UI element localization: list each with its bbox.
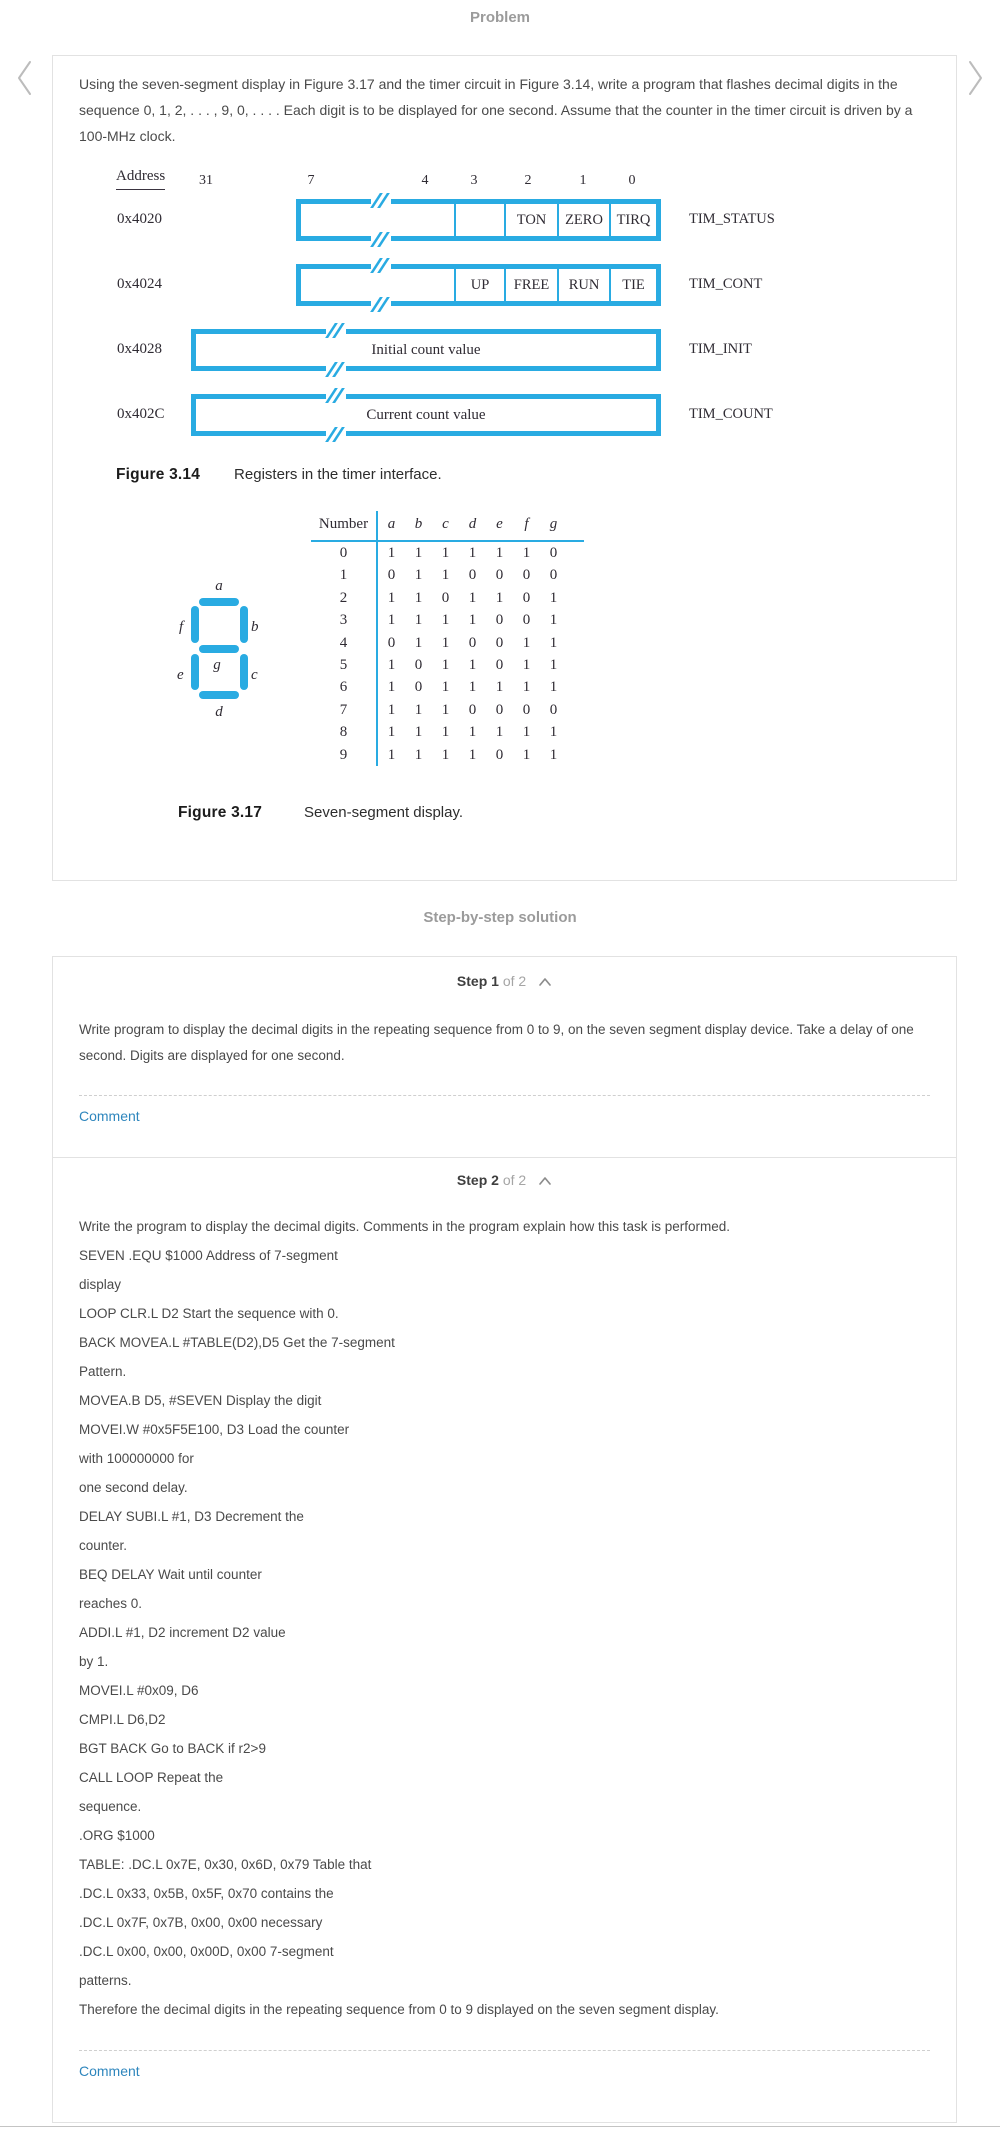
segment-value-cell: 1 bbox=[387, 589, 396, 606]
step-1-section bbox=[53, 957, 956, 1158]
segment-value-cell: 1 bbox=[495, 679, 504, 696]
segment-value-cell: 1 bbox=[387, 545, 396, 561]
step-paragraph: MOVEA.B D5, #SEVEN Display the digit bbox=[79, 1393, 322, 1408]
register-cell: UP bbox=[454, 269, 504, 301]
register-name-label: TIM_INIT bbox=[689, 341, 752, 357]
wire-break-icon bbox=[371, 260, 391, 271]
step-paragraph: DELAY SUBI.L #1, D3 Decrement the bbox=[79, 1509, 304, 1524]
segment-value-cell: 1 bbox=[522, 656, 531, 673]
steps-card bbox=[52, 956, 957, 2123]
segment-table-row bbox=[311, 744, 584, 766]
segment-value-cell: 1 bbox=[549, 746, 558, 763]
segment-value-cell: 1 bbox=[495, 545, 504, 561]
wire-break-icon bbox=[326, 364, 346, 375]
step-paragraph: .DC.L 0x7F, 0x7B, 0x00, 0x00 necessary bbox=[79, 1915, 323, 1930]
step-paragraph: MOVEI.W #0x5F5E100, D3 Load the counter bbox=[79, 1422, 350, 1437]
segment-value-cell: 1 bbox=[387, 701, 396, 718]
step-paragraph: Write the program to display the decimal digits. Comments in the program explain how this task is performed. bbox=[79, 1219, 731, 1234]
register-address: 0x4028 bbox=[117, 341, 162, 357]
digit-cell: 2 bbox=[339, 589, 348, 606]
wire-break-icon bbox=[371, 299, 391, 310]
segment-value-cell: 1 bbox=[549, 589, 558, 606]
segment-value-cell: 1 bbox=[441, 746, 450, 763]
step-paragraph: .DC.L 0x00, 0x00, 0x00D, 0x00 7-segment bbox=[79, 1944, 334, 1959]
register-cell bbox=[301, 269, 454, 301]
segment-value-cell: 1 bbox=[441, 612, 450, 629]
digit-cell: 7 bbox=[339, 701, 348, 718]
step-paragraph: CMPI.L D6,D2 bbox=[79, 1712, 166, 1727]
register-address: 0x4024 bbox=[117, 276, 162, 292]
segment-table-row bbox=[311, 632, 584, 654]
segment-value-cell: 1 bbox=[387, 679, 396, 696]
register-cell: RUN bbox=[557, 269, 609, 301]
segment-table-row bbox=[311, 676, 584, 698]
step-2-of-label: of 2 bbox=[502, 1172, 527, 1188]
register-cell bbox=[301, 204, 454, 236]
segment-value-cell: 1 bbox=[441, 724, 450, 741]
register-cell: TIE bbox=[609, 269, 656, 301]
segment-value-cell: 0 bbox=[495, 701, 504, 718]
segment-value-cell: 1 bbox=[549, 724, 558, 741]
segment-value-cell: 1 bbox=[468, 679, 477, 696]
segment-value-cell: 0 bbox=[549, 545, 558, 561]
step-1-header[interactable] bbox=[53, 957, 956, 989]
digit-cell: 4 bbox=[339, 634, 348, 651]
step-paragraph: with 100000000 for bbox=[79, 1451, 194, 1466]
digit-cell: 0 bbox=[339, 545, 348, 561]
figure-3-14-caption bbox=[116, 466, 442, 484]
figure-3-14-caption-text: Registers in the timer interface. bbox=[234, 466, 442, 483]
solution-section-header: Step-by-step solution bbox=[423, 909, 577, 926]
segment-value-cell: 0 bbox=[387, 634, 396, 651]
step-paragraph: BEQ DELAY Wait until counter bbox=[79, 1567, 262, 1582]
segment-value-cell: 0 bbox=[387, 567, 396, 584]
segment-value-cell: 0 bbox=[414, 679, 423, 696]
segment-column-header: g bbox=[549, 516, 558, 532]
problem-section-header: Problem bbox=[469, 9, 530, 26]
step-1-title: Step 1 bbox=[456, 973, 499, 989]
segment-e bbox=[191, 654, 199, 690]
segment-value-cell: 1 bbox=[414, 612, 423, 629]
segment-b bbox=[240, 606, 248, 643]
register-row-0x402C: Current count value bbox=[191, 394, 661, 436]
segment-a bbox=[199, 598, 239, 606]
step-paragraph: Write program to display the decimal digits in the repeating sequence from 0 to 9, on the seven segment display device. Take a delay of one second. Digits are displayed for one second. bbox=[79, 1022, 914, 1063]
step-paragraph: .ORG $1000 bbox=[79, 1828, 155, 1843]
step-paragraph: SEVEN .EQU $1000 Address of 7-segment bbox=[79, 1248, 338, 1263]
step-paragraph: counter. bbox=[79, 1538, 128, 1553]
step-paragraph: BACK MOVEA.L #TABLE(D2),D5 Get the 7-segment bbox=[79, 1335, 395, 1350]
segment-value-cell: 1 bbox=[441, 634, 450, 651]
dashed-divider bbox=[79, 1095, 930, 1096]
segment-value-cell: 0 bbox=[414, 656, 423, 673]
segment-column-header: a bbox=[387, 516, 396, 532]
register-cell: ZERO bbox=[557, 204, 609, 236]
segment-value-cell: 1 bbox=[522, 724, 531, 741]
segment-value-cell: 1 bbox=[387, 612, 396, 629]
seven-segment-diagram bbox=[165, 576, 265, 726]
register-row-0x4028: Initial count value bbox=[191, 329, 661, 371]
segment-table-number-header: Number bbox=[318, 516, 369, 532]
step-paragraph: Therefore the decimal digits in the repeating sequence from 0 to 9 displayed on the seven segment display. bbox=[79, 2002, 719, 2017]
digit-cell: 3 bbox=[339, 612, 348, 629]
wire-break-icon bbox=[371, 195, 391, 206]
segment-column-header: b bbox=[414, 516, 423, 532]
segment-value-cell: 1 bbox=[468, 656, 477, 673]
segment-label-e: e bbox=[177, 667, 184, 683]
seven-segment-truth-table bbox=[311, 511, 584, 766]
segment-table-row bbox=[311, 587, 584, 609]
segment-value-cell: 1 bbox=[549, 612, 558, 629]
register-address: 0x402C bbox=[117, 406, 165, 422]
bit-number-label: 0 bbox=[628, 173, 636, 188]
wire-break-icon bbox=[326, 325, 346, 336]
digit-cell: 5 bbox=[339, 656, 348, 673]
segment-table-row bbox=[311, 721, 584, 743]
segment-value-cell: 1 bbox=[468, 545, 477, 561]
segment-value-cell: 0 bbox=[549, 567, 558, 584]
bit-number-label: 2 bbox=[524, 173, 532, 188]
segment-table-header bbox=[311, 511, 584, 540]
segment-value-cell: 1 bbox=[387, 656, 396, 673]
segment-value-cell: 1 bbox=[414, 724, 423, 741]
step-paragraph: one second delay. bbox=[79, 1480, 188, 1495]
step-2-section bbox=[53, 1158, 956, 2081]
segment-value-cell: 1 bbox=[468, 612, 477, 629]
segment-table-row bbox=[311, 564, 584, 586]
segment-value-cell: 1 bbox=[387, 724, 396, 741]
segment-value-cell: 1 bbox=[468, 724, 477, 741]
segment-column-header: f bbox=[524, 516, 529, 532]
segment-value-cell: 1 bbox=[414, 567, 423, 584]
segment-column-header: e bbox=[496, 516, 503, 532]
segment-label-a: a bbox=[215, 578, 223, 594]
segment-value-cell: 0 bbox=[495, 656, 504, 673]
segment-value-cell: 1 bbox=[495, 724, 504, 741]
segment-label-d: d bbox=[215, 704, 223, 720]
figure-3-14-label: Figure 3.14 bbox=[116, 466, 201, 483]
step-paragraph: .DC.L 0x33, 0x5B, 0x5F, 0x70 contains the bbox=[79, 1886, 334, 1901]
step-paragraph: by 1. bbox=[79, 1654, 109, 1669]
segment-value-cell: 1 bbox=[441, 545, 450, 561]
segment-value-cell: 1 bbox=[468, 746, 477, 763]
step-paragraph: MOVEI.L #0x09, D6 bbox=[79, 1683, 199, 1698]
step-paragraph: CALL LOOP Repeat the bbox=[79, 1770, 224, 1785]
figure-3-17-caption-text: Seven-segment display. bbox=[304, 804, 464, 821]
bit-number-label: 3 bbox=[470, 173, 478, 188]
comment-link[interactable]: Comment bbox=[79, 2063, 140, 2079]
step-paragraph: sequence. bbox=[79, 1799, 142, 1814]
register-name-label: TIM_COUNT bbox=[689, 406, 773, 422]
segment-value-cell: 0 bbox=[522, 701, 531, 718]
step-1-body bbox=[79, 1017, 930, 1069]
segment-table-row bbox=[311, 654, 584, 676]
address-column-header: Address bbox=[116, 168, 165, 190]
segment-value-cell: 0 bbox=[549, 701, 558, 718]
step-paragraph: patterns. bbox=[79, 1973, 132, 1988]
segment-value-cell: 0 bbox=[522, 567, 531, 584]
segment-table-row bbox=[311, 609, 584, 631]
step-paragraph: display bbox=[79, 1277, 122, 1292]
segment-value-cell: 1 bbox=[441, 701, 450, 718]
digit-cell: 8 bbox=[339, 724, 348, 741]
segment-value-cell: 0 bbox=[522, 589, 531, 606]
segment-column-header: c bbox=[442, 516, 449, 532]
segment-value-cell: 1 bbox=[468, 589, 477, 606]
segment-value-cell: 1 bbox=[414, 589, 423, 606]
bit-number-label: 31 bbox=[199, 173, 213, 188]
comment-link[interactable]: Comment bbox=[79, 1108, 140, 1124]
register-cell: FREE bbox=[504, 269, 557, 301]
segment-value-cell: 1 bbox=[549, 679, 558, 696]
register-cell bbox=[454, 204, 504, 236]
segment-value-cell: 0 bbox=[495, 612, 504, 629]
segment-value-cell: 0 bbox=[468, 567, 477, 584]
segment-value-cell: 1 bbox=[522, 746, 531, 763]
step-paragraph: reaches 0. bbox=[79, 1596, 143, 1611]
segment-value-cell: 1 bbox=[441, 567, 450, 584]
step-paragraph: Pattern. bbox=[79, 1364, 127, 1379]
step-1-of-label: of 2 bbox=[502, 973, 527, 989]
step-paragraph: LOOP CLR.L D2 Start the sequence with 0. bbox=[79, 1306, 339, 1321]
segment-c bbox=[240, 654, 248, 690]
segment-value-cell: 1 bbox=[414, 746, 423, 763]
bit-number-label: 7 bbox=[307, 173, 315, 188]
step-paragraph: TABLE: .DC.L 0x7E, 0x30, 0x6D, 0x79 Table that bbox=[79, 1857, 372, 1872]
segment-table-row bbox=[311, 542, 584, 564]
step-paragraph: BGT BACK Go to BACK if r2>9 bbox=[79, 1741, 266, 1756]
segment-label-c: c bbox=[251, 667, 258, 683]
segment-value-cell: 0 bbox=[495, 634, 504, 651]
register-row-0x4020 bbox=[296, 199, 661, 241]
register-cell: TON bbox=[504, 204, 557, 236]
figure-3-17-label: Figure 3.17 bbox=[178, 804, 263, 821]
segment-value-cell: 1 bbox=[441, 656, 450, 673]
problem-text: Using the seven-segment display in Figure 3.17 and the timer circuit in Figure 3.14, write a program that flashes decimal digits in the sequence 0, 1, 2, . . . , 9, 0, . . . . Each digit is to be displayed for one second. Assume that the counter in the timer circuit is driven by a 100-MHz clock. bbox=[79, 76, 913, 144]
digit-cell: 9 bbox=[339, 746, 348, 763]
wire-break-icon bbox=[326, 429, 346, 440]
segment-label-f: f bbox=[179, 619, 184, 635]
segment-f bbox=[191, 606, 199, 643]
bit-number-label: 4 bbox=[421, 173, 429, 188]
segment-value-cell: 1 bbox=[495, 589, 504, 606]
register-name-label: TIM_CONT bbox=[689, 276, 763, 292]
digit-cell: 1 bbox=[339, 567, 348, 584]
segment-value-cell: 1 bbox=[414, 545, 423, 561]
segment-value-cell: 0 bbox=[522, 612, 531, 629]
step-paragraph: ADDI.L #1, D2 increment D2 value bbox=[79, 1625, 286, 1640]
segment-label-b: b bbox=[251, 619, 259, 635]
segment-value-cell: 1 bbox=[549, 634, 558, 651]
register-name-label: TIM_STATUS bbox=[689, 211, 775, 227]
wire-break-icon bbox=[371, 234, 391, 245]
segment-label-g: g bbox=[213, 657, 221, 673]
segment-value-cell: 0 bbox=[468, 634, 477, 651]
segment-value-cell: 1 bbox=[522, 545, 531, 561]
segment-value-cell: 0 bbox=[468, 701, 477, 718]
segment-value-cell: 0 bbox=[495, 746, 504, 763]
segment-table-row bbox=[311, 699, 584, 721]
segment-value-cell: 0 bbox=[495, 567, 504, 584]
segment-value-cell: 1 bbox=[522, 679, 531, 696]
segment-g bbox=[199, 645, 239, 653]
segment-value-cell: 1 bbox=[387, 746, 396, 763]
wire-break-icon bbox=[326, 390, 346, 401]
bit-number-label: 1 bbox=[579, 173, 587, 188]
chevron-left-icon[interactable] bbox=[13, 58, 37, 98]
digit-cell: 6 bbox=[339, 679, 348, 696]
bottom-divider bbox=[0, 2126, 1000, 2127]
problem-card bbox=[52, 55, 957, 881]
segment-value-cell: 1 bbox=[441, 679, 450, 696]
segment-value-cell: 1 bbox=[522, 634, 531, 651]
collapse-step-icon[interactable] bbox=[538, 1176, 552, 1186]
dashed-divider bbox=[79, 2050, 930, 2051]
register-row-0x4024 bbox=[296, 264, 661, 306]
segment-value-cell: 1 bbox=[414, 701, 423, 718]
figure-3-17-caption bbox=[178, 804, 463, 822]
step-2-header[interactable] bbox=[53, 1158, 956, 1188]
segment-d bbox=[199, 691, 239, 699]
segment-value-cell: 0 bbox=[441, 589, 450, 606]
collapse-step-icon[interactable] bbox=[538, 977, 552, 987]
chevron-right-icon[interactable] bbox=[963, 58, 987, 98]
segment-value-cell: 1 bbox=[414, 634, 423, 651]
register-cell: TIRQ bbox=[609, 204, 656, 236]
step-2-title: Step 2 bbox=[456, 1172, 499, 1188]
segment-value-cell: 1 bbox=[549, 656, 558, 673]
segment-column-header: d bbox=[468, 516, 477, 532]
register-address: 0x4020 bbox=[117, 211, 162, 227]
step-2-body bbox=[79, 1212, 930, 2024]
